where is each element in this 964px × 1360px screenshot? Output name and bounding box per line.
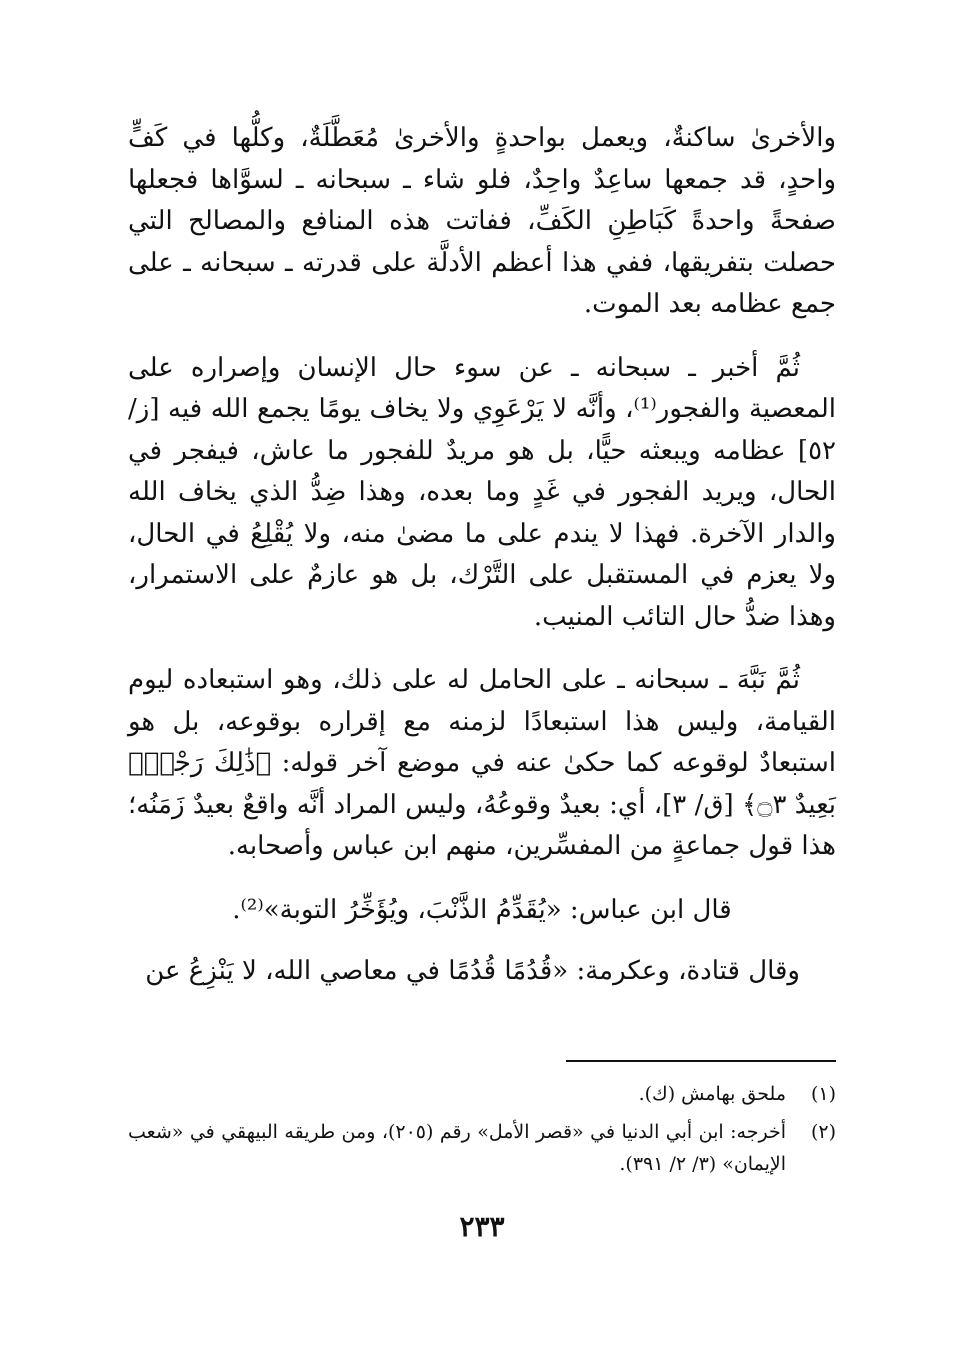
- footnote-1-number: (١): [810, 1083, 836, 1105]
- paragraph-3: ثُمَّ نَبَّهَ ـ سبحانه ـ على الحامل له على ذلك، وهو استبعاده ليوم القيامة، وليس هذا استبعادًا لزمنه مع إقراره بوقوعه، بل هو استبعادٌ لوقوعه كما حكىٰ عنه في موضع آخر قوله: ﴿ذَٰلِكَ رَجْعٌۢ بَعِيدٌ ۝٣﴾ [ق/ ٣]، أي: بعيدٌ وقوعُهُ، وليس المراد أنَّه واقعٌ بعيدٌ زَمَنُه؛ هذا قول جماعةٍ من المفسِّرين، منهم ابن عباس وأصحابه.: [128, 665, 836, 861]
- footnotes: [128, 1078, 836, 1186]
- footnote-2-number: (٢): [810, 1121, 836, 1143]
- main-text-block: [128, 118, 836, 993]
- paragraph-5: وقال قتادة، وعكرمة: «قُدُمًا قُدُمًا في معاصي الله، لا يَنْزِعُ عن: [145, 956, 800, 986]
- paragraph-4-quote: قال ابن عباس: «يُقَدِّمُ الذَّنْبَ، ويُؤَخِّرُ التوبة»⁽²⁾.: [232, 894, 732, 925]
- paragraph-1: والأخرىٰ ساكنةٌ، ويعمل بواحدةٍ والأخرىٰ مُعَطَّلَةٌ، وكلُّها في كَفٍّ واحدٍ، قد جمعها ساعِدٌ واحِدٌ، فلو شاء ـ سبحانه ـ لسوَّاها فجعلها صفحةً واحدةً كَبَاطِنِ الكَفِّ، ففاتت هذه المنافع والمصالح التي حصلت بتفريقها، ففي هذا أعظم الأدلَّة على قدرته ـ سبحانه ـ على جمع عظامه بعد الموت.: [128, 123, 836, 319]
- footnote-2-text: أخرجه: ابن أبي الدنيا في «قصر الأمل» رقم (٢٠٥)، ومن طريقه البيهقي في «شعب الإيمان» (٣/ ٢/ ٣٩١).: [128, 1121, 786, 1175]
- paragraph-2: ثُمَّ أخبر ـ سبحانه ـ عن سوء حال الإنسان وإصراره على المعصية والفجور⁽¹⁾، وأنَّه لا يَرْعَوِي ولا يخاف يومًا يجمع الله فيه [ز/٥٢] عظامه ويبعثه حيًّا، بل هو مريدٌ للفجور ما عاش، فيفجر في الحال، ويريد الفجور في غَدٍ وما بعده، وهذا ضِدُّ الذي يخاف الله والدار الآخرة. فهذا لا يندم على ما مضىٰ منه، ولا يُقْلِعُ في الحال، ولا يعزم في المستقبل على التَّرْك، بل هو عازمٌ على الاستمرار، وهذا ضدُّ حال التائب المنيب.: [128, 352, 836, 632]
- footnote-2: [128, 1116, 836, 1180]
- footnote-1-text: ملحق بهامش (ك).: [638, 1083, 786, 1105]
- page-number: ٢٣٣: [459, 1210, 505, 1243]
- footnote-1: [128, 1078, 836, 1110]
- footnote-divider: [566, 1060, 836, 1062]
